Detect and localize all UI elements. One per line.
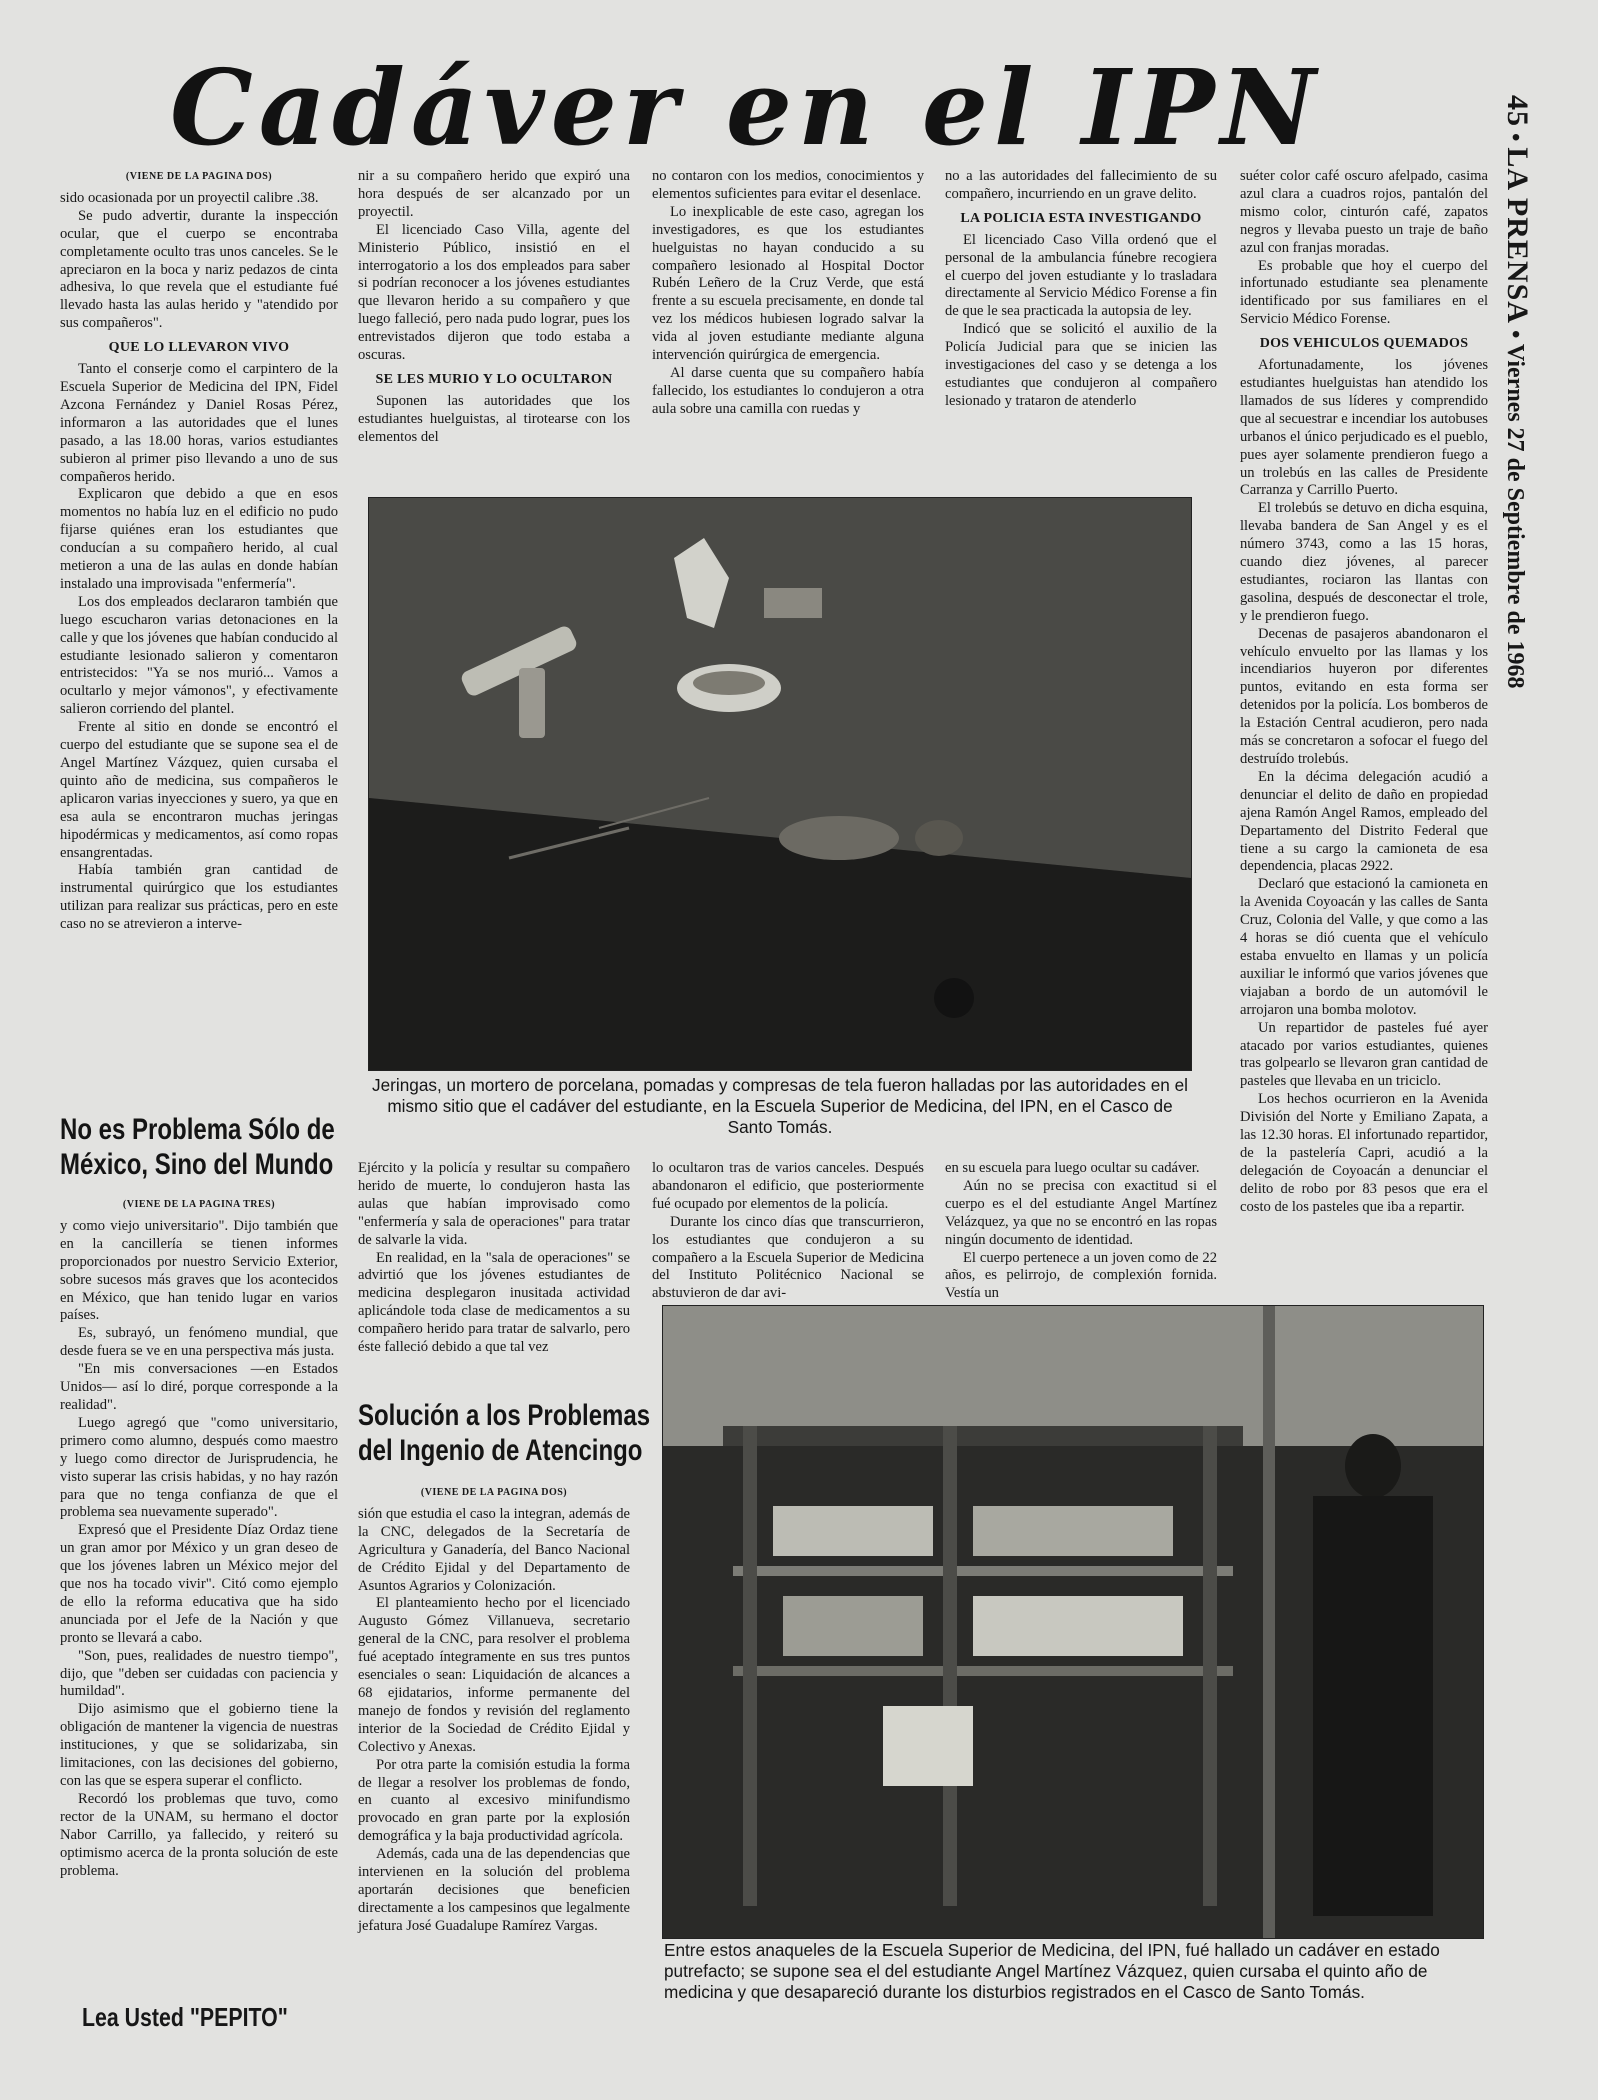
headline-line: del Ingenio de Atencingo	[358, 1434, 643, 1467]
photo-caption: Entre estos anaqueles de la Escuela Superior de Medicina, del IPN, fué hallado un cadáver en estado putrefacto; se supone sea el del estudiante Angel Martínez Vázquez, quien cursaba el quinto año de medicina y que desapareció durante los disturbios registrados en el Casco de Santo Tomás.	[664, 1940, 1440, 2002]
paragraph: Expresó que el Presidente Díaz Ordaz tiene un gran amor por México y un gran deseo de que los jóvenes labren un México mejor del que nos ha tocado vivir". Citó como ejemplo de ello la reforma educativa que ha sido anunciada por el Jefe de la Nación y que pronto se llevará a cabo.	[60, 1522, 338, 1646]
paragraph: Declaró que estacionó la camioneta en la Avenida Coyoacán y las calles de Santa Cruz, Colonia del Valle, y que como a las 4 horas se dió cuenta que el vehículo estaba envuelto en llamas y un policía auxiliar le informó que varios jóvenes que viajaban a bordo de un automóvil le arrojaron una bomba molotov.	[1240, 876, 1488, 1018]
column-4-continued	[945, 1160, 1217, 1303]
paragraph: Es probable que hoy el cuerpo del infortunado estudiante sea plenamente identificado por sus familiares en el Servicio Médico Forense.	[1240, 257, 1488, 328]
promo-pepito: Lea Usted "PEPITO"	[82, 2002, 288, 2032]
section-heading: DOS VEHICULOS QUEMADOS	[1259, 336, 1469, 352]
paragraph: y como viejo universitario". Dijo también que en la cancillería se tienen informes proporcionados por nuestro Servicio Exterior, sobre sucesos más graves que los acontecidos en México, que han tenido lugar en varios países.	[60, 1217, 338, 1324]
paragraph: no contaron con los medios, conocimientos y elementos suficientes para evitar el desenlace.	[652, 168, 924, 202]
continued-from: (VIENE DE LA PAGINA TRES)	[122, 1199, 276, 1210]
continued-from: (VIENE DE LA PAGINA DOS)	[420, 1487, 568, 1498]
paragraph: Indicó que se solicitó el auxilio de la Policía Judicial para que se inicien las investigaciones del caso y se detenga a los estudiantes que condujeron al compañero lesionado y trataron de atenderlo	[945, 321, 1217, 409]
bullet-separator: •	[1502, 329, 1528, 344]
paragraph: Es, subrayó, un fenómeno mundial, que desde fuera se ve en una perspectiva más justa.	[60, 1325, 338, 1360]
paragraph: sión que estudia el caso la integran, además de la CNC, delegados de la Secretaría de Agricultura y Ganadería, del Banco Nacional de Crédito Ejidal y del Departamento de Asuntos Agrarios y Colonización.	[358, 1505, 630, 1594]
paragraph: Explicaron que debido a que en esos momentos no había luz en el edificio no pudo fijarse quiénes eran los estudiantes que conducían a su compañero herido, al cual metieron a una de las aulas en donde habían instalado una improvisada "enfermería".	[60, 486, 338, 592]
newspaper-name: LA PRENSA	[1501, 147, 1534, 324]
section-heading: SE LES MURIO Y LO OCULTARON	[375, 371, 613, 387]
section-heading: LA POLICIA ESTA INVESTIGANDO	[960, 210, 1202, 226]
paragraph: El planteamiento hecho por el licenciado Augusto Gómez Villanueva, secretario general de la CNC, para resolver el problema fué aceptado íntegramente en sus tres puntos esenciales o sean: Liquidación de alcances a 68 ejidatarios, informe permanente del manejo de fondos y revisión del reglamento interior de la Sociedad de Crédito Ejidal y Colectivo y Anexas.	[358, 1595, 630, 1755]
paragraph: Dijo asimismo que el gobierno tiene la obligación de mantener la vigencia de nuestras instituciones, y que se solidarizaba, sin limitaciones, con las decisiones del gobierno, con las que se espera superar el conflicto.	[60, 1701, 338, 1789]
paragraph: "En mis conversaciones —en Estados Unidos— así lo diré, porque corresponde a la realidad".	[60, 1361, 338, 1413]
masthead-vertical	[1490, 95, 1550, 1995]
paragraph: Los dos empleados declararon también que luego escucharon varias detonaciones en la calle y que los jóvenes que habían conducido al estudiante lesionado salieron y comentaron entristecidos: "Ya se nos murió... Vamos a ocultarlo y mejor vámonos", y efectivamente salieron corriendo del plantel.	[60, 593, 339, 718]
paragraph: no a las autoridades del fallecimiento de su compañero, incurriendo en un grave delito.	[945, 168, 1217, 202]
paragraph: El trolebús se detuvo en dicha esquina, llevaba bandera de San Angel y es el número 3743, como a las 15 horas, cuando diez jóvenes, al parecer estudiantes, rociaron las llantas con gasolina, después de desconectar el trole, y le prendieron fuego.	[1240, 500, 1488, 624]
headline-line: Solución a los Problemas	[358, 1399, 651, 1432]
column-1	[60, 168, 338, 934]
paragraph: Durante los cinco días que transcurrieron, los estudiantes que condujeron a su compañero a la Escuela Superior de Medicina del Instituto Politécnico Nacional se abstuvieron de dar avi-	[652, 1213, 924, 1302]
paragraph: Frente al sitio en donde se encontró el cuerpo del estudiante que se supone sea el de Angel Martínez Vázquez, quien cursaba el quinto año de medicina, sus compañeros le aplicaron varias inyecciones y suero, ya que en esa aula se encontraron muchas jeringas hipodérmicas y medicamentos, así como ropas ensangrentadas.	[60, 719, 338, 861]
column-3-continued	[652, 1160, 924, 1303]
paragraph: Tanto el conserje como el carpintero de la Escuela Superior de Medicina del IPN, Fidel Azcona Fernández y Daniel Rosas Pérez, informaron a las autoridades que el lunes pasado, a las 18.00 horas, varios estudiantes subieron al primer piso llevando a uno de sus compañeros herido.	[60, 361, 338, 485]
page-number: 45	[1501, 95, 1534, 127]
paragraph: lo ocultaron tras de varios canceles. Después abandonaron el edificio, que posteriormente fué ocupado por elementos de la policía.	[652, 1160, 924, 1212]
paragraph: Ejército y la policía y resultar su compañero herido de muerte, lo condujeron hasta las aulas que habían improvisado como "enfermería y sala de operaciones" para tratar de salvarle la vida.	[358, 1160, 630, 1248]
story-headline	[358, 1398, 658, 1468]
paragraph: Lo inexplicable de este caso, agregan los investigadores, es que los estudiantes huelguistas no hayan conducido a su compañero lesionado al Hospital Doctor Rubén Leñero de la Cruz Verde, que está frente a su escuela precisamente, en donde tal vez los médicos hubiesen logrado salvar la vida al joven estudiante mediante alguna intervención quirúrgica de emergencia.	[652, 203, 924, 364]
issue-date: Viernes 27 de Septiembre de 1968	[1502, 343, 1528, 689]
bullet-separator: •	[1502, 133, 1528, 148]
story-body	[60, 1196, 338, 1880]
paragraph: "Son, pues, realidades de nuestro tiempo", dijo, que "deben ser cuidadas con paciencia y humildad".	[60, 1647, 338, 1700]
paragraph: sido ocasionada por un proyectil calibre .38.	[60, 189, 319, 206]
column-3	[652, 168, 924, 419]
photo-syringes-mortar	[368, 497, 1192, 1071]
paragraph: El cuerpo pertenece a un joven como de 22 años, es pelirrojo, de complexión fornida. Vestía un	[945, 1249, 1217, 1302]
paragraph: Por otra parte la comisión estudia la forma de llegar a resolver los problemas de fondo, en cuanto al excesivo minifundismo provocado en gran parte por la explosión demográfica y la baja productividad agrícola.	[358, 1756, 630, 1845]
paragraph: En la décima delegación acudió a denunciar el delito de daño en propiedad ajena Ramón Angel Ramos, empleado del Departamento del Distrito Federal que tiene a su cargo la camioneta de esa dependencia, placas 2922.	[1240, 768, 1488, 875]
paragraph: El licenciado Caso Villa, agente del Ministerio Público, insistió en el interrogatorio a los dos empleados para saber si podrían reconocer a los jóvenes estudiantes que llevaron herido a su compañero y que luego falleció, pero nada pudo lograr, pues los entrevistados dijeron que todo estaba a oscuras.	[358, 221, 630, 364]
column-4	[945, 168, 1217, 411]
paragraph: Decenas de pasajeros abandonaron el vehículo envuelto por las llamas y los incendiarios huyeron por diferentes puntos, evitando en esta forma ser detenidos por la policía. Los bomberos de la Estación Central acudieron, pero nada más se concretaron a sofocar el fuego del destruído trolebús.	[1240, 625, 1488, 767]
headline-line: No es Problema Sólo de	[60, 1113, 335, 1146]
headline: Cadáver en el IPN	[170, 46, 1322, 169]
section-heading: QUE LO LLEVARON VIVO	[108, 340, 290, 356]
paragraph: El licenciado Caso Villa ordenó que el personal de la ambulancia fúnebre recogiera el cuerpo del joven estudiante y lo trasladara directamente al Servicio Médico Forense a fin de que le sea practicada la autopsia de ley.	[945, 231, 1217, 320]
paragraph: suéter color café oscuro afelpado, casima azul clara a cuadros rojos, pantalón del mismo color, cinturón café, zapatos negros y llevaba puesto un traje de baño azul con franjas moradas.	[1240, 168, 1488, 256]
column-2-continued	[358, 1160, 630, 1357]
story-headline	[60, 1112, 350, 1182]
paragraph: Además, cada una de las dependencias que intervienen en la solución del problema aportarán decisiones que beneficien directamente a los campesinos que legalmente jefatura José Guadalupe Ramírez Vargas.	[358, 1846, 630, 1934]
photo-caption: Jeringas, un mortero de porcelana, pomadas y compresas de tela fueron halladas por las autoridades en el mismo sitio que el cadáver del estudiante, en la Escuela Superior de Medicina, del IPN, en el Casco de Santo Tomás.	[372, 1075, 1188, 1137]
paragraph: Aún no se precisa con exactitud si el cuerpo es el del estudiante Angel Martínez Velázquez, ya que no se encontró en las ropas ningún documento de identidad.	[945, 1177, 1217, 1248]
story-body	[358, 1484, 630, 1936]
paragraph: Había también gran cantidad de instrumental quirúrgico que los estudiantes utilizan para realizar sus prácticas, pero en este caso no se atrevieron a interve-	[60, 862, 338, 933]
paragraph: En realidad, en la "sala de operaciones" se advirtió que los jóvenes estudiantes de medicina desplegaron inusitada actividad aplicándole toda clase de medicamentos a su compañero herido para tratar de salvarlo, pero éste falleció debido a que tal vez	[358, 1249, 630, 1356]
paragraph: Al darse cuenta que su compañero había fallecido, los estudiantes lo condujeron a otra aula sobre una camilla con ruedas y	[652, 364, 924, 417]
paragraph: Se pudo advertir, durante la inspección ocular, que el cuerpo se encontraba completamente oculto tras unos canceles. Se le apreciaron en la boca y nariz pedazos de cinta adhesiva, lo que revela que el estudiante fué llevado hasta las aulas herido y "atendido por sus compañeros".	[60, 207, 338, 332]
paragraph: Un repartidor de pasteles fué ayer atacado por varios estudiantes, quienes tras golpearlo se llevaron gran cantidad de pasteles que llevaba en un triciclo.	[1240, 1019, 1488, 1090]
paragraph: Afortunadamente, los jóvenes estudiantes huelguistas han atendido los llamados de sus líderes y comprendido que al secuestrar e incendiar los autobuses urbanos el único perjudicado es el pueblo, pues ayer solamente prendieron fuego a un trolebús en las calles de Presidente Carranza y Carrillo Puerto.	[1240, 357, 1488, 499]
paragraph: Luego agregó que "como universitario, primero como alumno, después como maestro y luego como director de Jurisprudencia, he visto superar las crisis habidas, y no hay razón para que no tenga confianza de que el problema sea nuevamente superado".	[60, 1414, 338, 1521]
continued-from: (VIENE DE LA PAGINA DOS)	[125, 171, 273, 182]
paragraph: nir a su compañero herido que expiró una hora después de ser alcanzado por un proyectil.	[358, 168, 630, 220]
headline-line: México, Sino del Mundo	[60, 1148, 334, 1181]
column-5	[1240, 168, 1488, 1217]
paragraph: Suponen las autoridades que los estudiantes huelguistas, al tirotearse con los elementos del	[358, 392, 630, 445]
paragraph: Recordó los problemas que tuvo, como rector de la UNAM, su hermano el doctor Nabor Carrillo, ya fallecido, y reiteró su optimismo acerca de la pronta solución de este problema.	[60, 1790, 338, 1879]
paragraph: en su escuela para luego ocultar su cadáver.	[945, 1160, 1200, 1176]
paragraph: Los hechos ocurrieron en la Avenida División del Norte y Emiliano Zapata, a las 12.30 horas. El infortunado repartidor, de la pastelería Capri, acudió a la delegación de Coyoacán a denunciar el delito de robo por 83 pesos que era el costo de los pasteles que iba a repartir.	[1240, 1091, 1488, 1215]
photo-shelves	[662, 1305, 1484, 1939]
column-2	[358, 168, 630, 447]
